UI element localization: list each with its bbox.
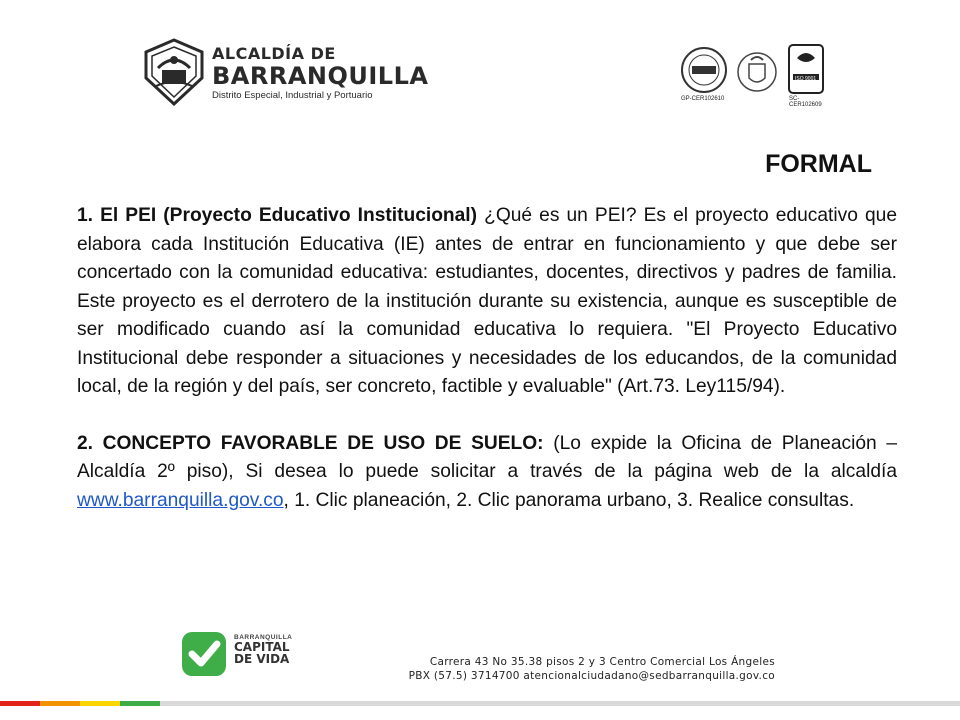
alcaldia-logo [140,38,429,108]
color-bar-yellow [80,701,120,706]
alcaldia-website-link[interactable]: www.barranquilla.gov.co [77,489,284,511]
certification-logos [675,42,825,108]
logo-line1: ALCALDÍA DE [212,44,336,63]
color-bar-orange [40,701,80,706]
color-bar-green [120,701,160,706]
capital-de-vida-mark-icon [180,630,228,678]
section-pei-heading: 1. El PEI (Proyecto Educativo Institucional) [77,205,478,226]
alcaldia-logo-text [212,44,428,101]
section-uso-suelo [77,430,897,516]
barranquilla-crest-icon [140,38,208,106]
section-pei-text: ¿Qué es un PEI? Es el proyecto educativo que elabora cada Institución Educativa (IE) antes de entrar en funcionamiento y que debe ser concertado con la comunidad educativa: estudiantes, docentes, directivos y padres de familia. Este proyecto es el derrotero de la institución durante su existencia, aunque es susceptible de ser modificado cuando así la comunidad educativa lo requiera. "El Proyecto Educativo Institucional debe responder a situaciones y necesidades de los educandos, de la comunidad local, de la región y del país, ser concreto, factible y evaluable" (Art.73. Ley115/94). [77,205,897,397]
section-uso-suelo-text-after: , 1. Clic planeación, 2. Clic panorama urbano, 3. Realice consultas. [283,489,855,511]
iso-code: SC-CER102609 [789,96,822,108]
document-body [77,202,897,515]
footer-color-bar [0,701,960,706]
capital-de-vida-text [234,634,292,665]
footer-address: Carrera 43 No 35.38 pisos 2 y 3 Centro Comercial Los Ángeles [429,656,775,668]
footer-contact [390,655,775,683]
capital-de-vida-logo [180,630,300,678]
logo-line2: BARRANQUILLA [212,62,429,90]
page-title: FORMAL [765,150,872,178]
color-bar-red [0,701,40,706]
footer-logo-line2: DE VIDA [234,652,290,666]
colombia-shield-icon [737,50,777,94]
footer-logo-small: BARRANQUILLA [234,634,293,641]
footer-phone-email: PBX (57.5) 3714700 atencionalciudadano@sedbarranquilla.gov.co [408,670,775,682]
color-bar-gray [160,701,960,706]
section-uso-suelo-text-before: (Lo expide la Oficina de Planeación – Alcaldía 2º piso), Si desea lo puede solicitar a través de la página web de la alcaldía [77,432,898,482]
iso-label: ISO 9001 [795,76,817,82]
section-uso-suelo-heading: 2. CONCEPTO FAVORABLE DE USO DE SUELO: [77,432,544,454]
iqnet-code: GP-CER102610 [681,96,725,102]
iqnet-seal-icon [680,46,728,94]
footer-logo-line1: CAPITAL [234,640,290,654]
icontec-iso-icon [788,44,824,94]
section-pei [77,202,897,402]
logo-line3: Distrito Especial, Industrial y Portuario [212,90,373,101]
